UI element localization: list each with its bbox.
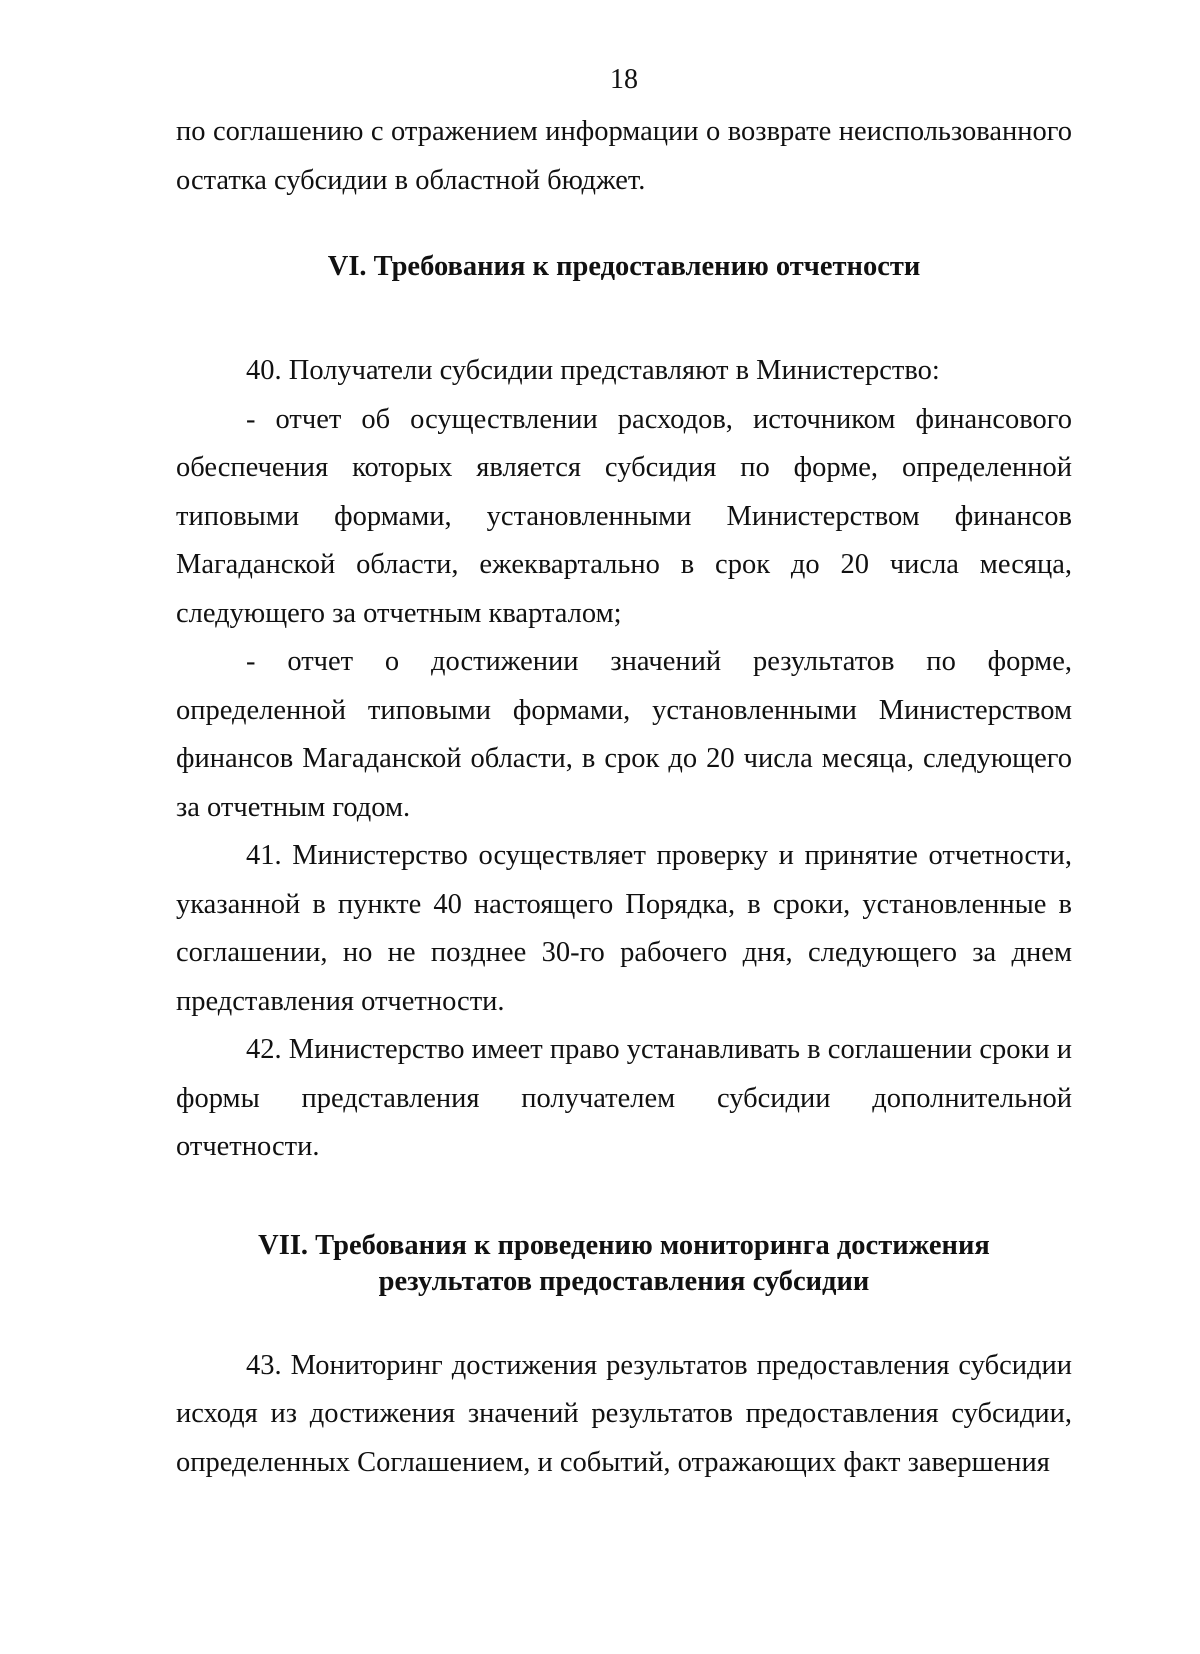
section-7-heading-line-2: результатов предоставления субсидии (378, 1265, 870, 1297)
page-number: 18 (610, 64, 638, 95)
paragraph-40-item-2: - отчет о достижении значений результатов по форме, определенной типовыми формами, установленными Министерством финансов Магаданской области, в срок до 20 числа месяца, следующего за отчетным годом. (176, 646, 1072, 823)
document-page (176, 0, 1072, 1654)
paragraph-40: 40. Получатели субсидии представляют в Министерство: (246, 355, 940, 386)
section-7-heading (176, 1228, 1072, 1300)
section-6-heading: VI. Требования к предоставлению отчетности (327, 251, 921, 282)
section-7-heading-line-1: VII. Требования к проведению мониторинга достижения (258, 1229, 990, 1261)
paragraph-42: 42. Министерство имеет право устанавливать в соглашении сроки и формы представления получателем субсидии дополнительной отчетности. (176, 1034, 1072, 1162)
paragraph-40-item-1: - отчет об осуществлении расходов, источником финансового обеспечения которых является субсидия по форме, определенной типовыми формами, установленными Министерством финансов Магаданской области, ежеквартально в срок до 20 числа месяца, следующего за отчетным кварталом; (176, 403, 1072, 629)
paragraph-41: 41. Министерство осуществляет проверку и принятие отчетности, указанной в пункте 40 настоящего Порядка, в сроки, установленные в соглашении, но не позднее 30-го рабочего дня, следующего за днем представления отчетности. (176, 840, 1072, 1017)
paragraph-43: 43. Мониторинг достижения результатов предоставления субсидии исходя из достижения значений результатов предоставления субсидии, определенных Соглашением, и событий, отражающих факт завершения (176, 1349, 1072, 1478)
document-body (176, 108, 1072, 1487)
continuation-paragraph: по соглашению с отражением информации о возврате неиспользованного остатка субсидии в областной бюджет. (176, 116, 1072, 196)
